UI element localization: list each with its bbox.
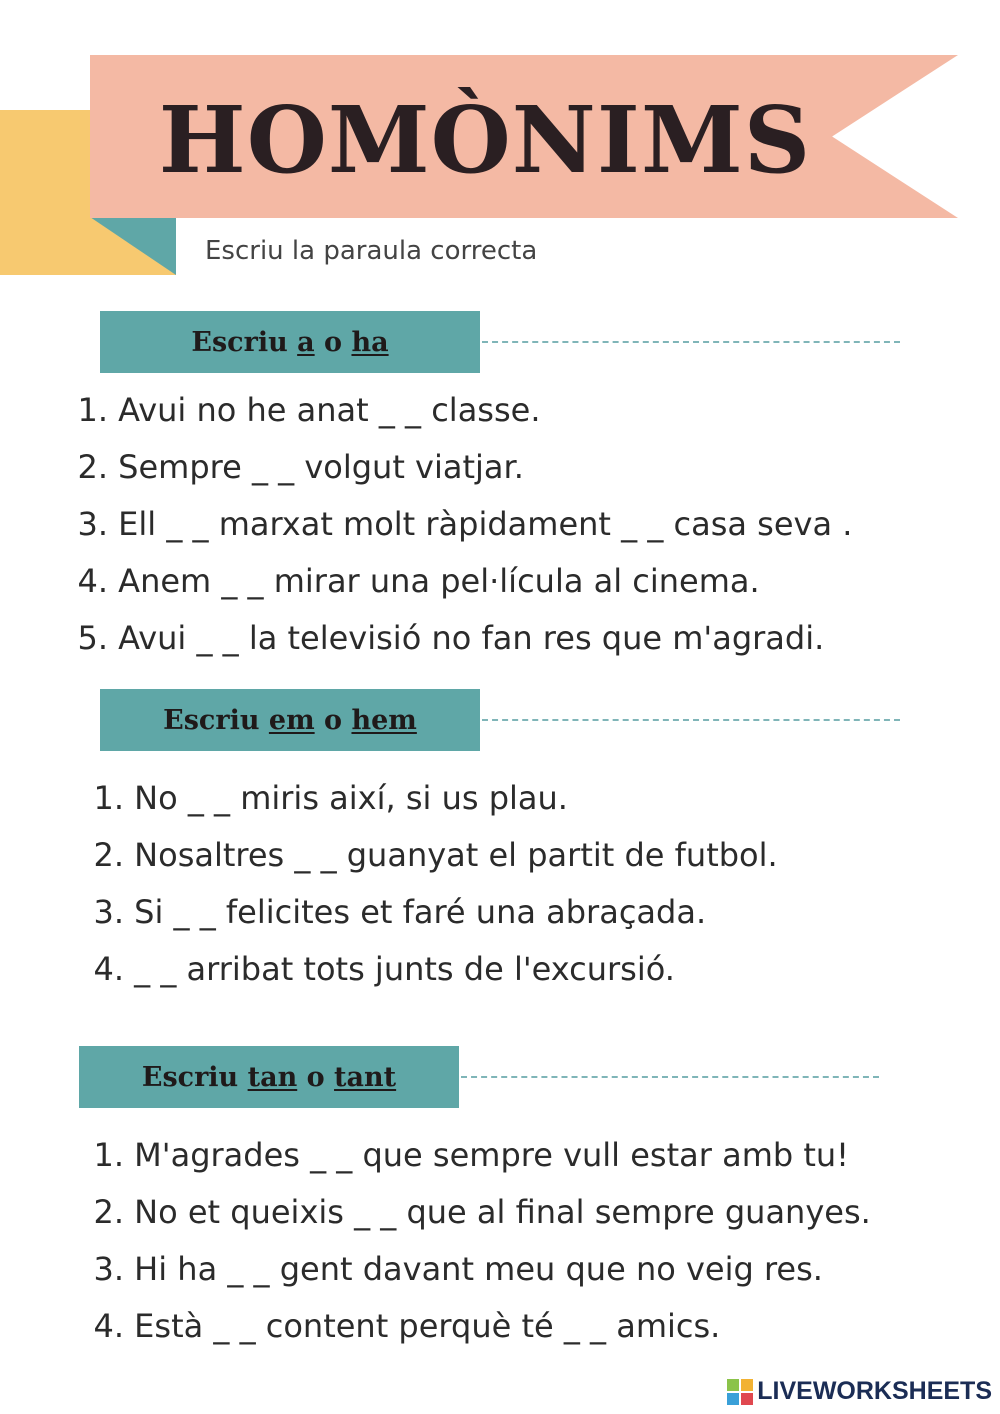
list-item — [86, 1192, 871, 1232]
heading-word-2: hem — [351, 704, 417, 736]
dashed-divider — [461, 1076, 879, 1078]
page-title: HOMÒNIMS — [158, 86, 812, 194]
list-item — [86, 1249, 823, 1289]
heading-prefix: Escriu — [141, 1061, 239, 1093]
item-number: 3. — [93, 893, 124, 931]
item-text: Anem _ _ mirar una pel·lícula al cinema. — [118, 562, 760, 600]
heading-joiner: o — [324, 704, 343, 736]
list-item — [86, 1135, 849, 1175]
section-heading-em-hem — [100, 689, 480, 751]
page-subtitle: Escriu la paraula correcta — [205, 236, 538, 266]
item-number: 4. — [77, 562, 108, 600]
item-text: Avui no he anat _ _ classe. — [118, 391, 541, 429]
item-text: Avui _ _ la televisió no fan res que m'agradi. — [118, 619, 825, 657]
list-item — [70, 561, 760, 601]
list-item — [86, 778, 568, 818]
section-heading-tan-tant — [79, 1046, 459, 1108]
item-text: No _ _ miris així, si us plau. — [134, 779, 568, 817]
liveworksheets-logo-icon — [727, 1379, 753, 1405]
item-number: 4. — [93, 1307, 124, 1345]
item-number: 5. — [77, 619, 108, 657]
heading-joiner: o — [324, 326, 343, 358]
item-text: Està _ _ content perquè té _ _ amics. — [134, 1307, 721, 1345]
heading-word-2: ha — [351, 326, 389, 358]
item-text: M'agrades _ _ que sempre vull estar amb tu! — [134, 1136, 849, 1174]
heading-joiner: o — [306, 1061, 325, 1093]
item-number: 3. — [77, 505, 108, 543]
item-text: Nosaltres _ _ guanyat el partit de futbol. — [134, 836, 778, 874]
dashed-divider — [482, 719, 900, 721]
item-text: Hi ha _ _ gent davant meu que no veig res. — [134, 1250, 823, 1288]
heading-prefix: Escriu — [163, 704, 260, 736]
item-text: No et queixis _ _ que al final sempre guanyes. — [134, 1193, 871, 1231]
heading-prefix: Escriu — [191, 326, 288, 358]
list-item — [70, 504, 852, 544]
list-item — [86, 949, 675, 989]
list-item — [86, 892, 706, 932]
liveworksheets-watermark[interactable] — [727, 1377, 992, 1406]
brand-name: LIVEWORKSHEETS — [757, 1377, 992, 1405]
section-heading-a-ha — [100, 311, 480, 373]
item-text: _ _ arribat tots junts de l'excursió. — [134, 950, 675, 988]
item-number: 4. — [93, 950, 124, 988]
list-item — [86, 1306, 720, 1346]
item-number: 2. — [93, 1193, 124, 1231]
item-text: Ell _ _ marxat molt ràpidament _ _ casa seva . — [118, 505, 853, 543]
item-number: 1. — [93, 1136, 124, 1174]
heading-word-1: tan — [247, 1061, 298, 1093]
dashed-divider — [482, 341, 900, 343]
list-item — [86, 835, 778, 875]
list-item — [70, 618, 824, 658]
item-number: 2. — [77, 448, 108, 486]
item-number: 1. — [93, 779, 124, 817]
item-number: 2. — [93, 836, 124, 874]
heading-word-2: tant — [334, 1061, 397, 1093]
list-item — [70, 390, 541, 430]
heading-word-1: a — [297, 326, 315, 358]
item-number: 1. — [77, 391, 108, 429]
list-item — [70, 447, 524, 487]
heading-word-1: em — [268, 704, 315, 736]
item-number: 3. — [93, 1250, 124, 1288]
item-text: Sempre _ _ volgut viatjar. — [118, 448, 524, 486]
item-text: Si _ _ felicites et faré una abraçada. — [134, 893, 707, 931]
